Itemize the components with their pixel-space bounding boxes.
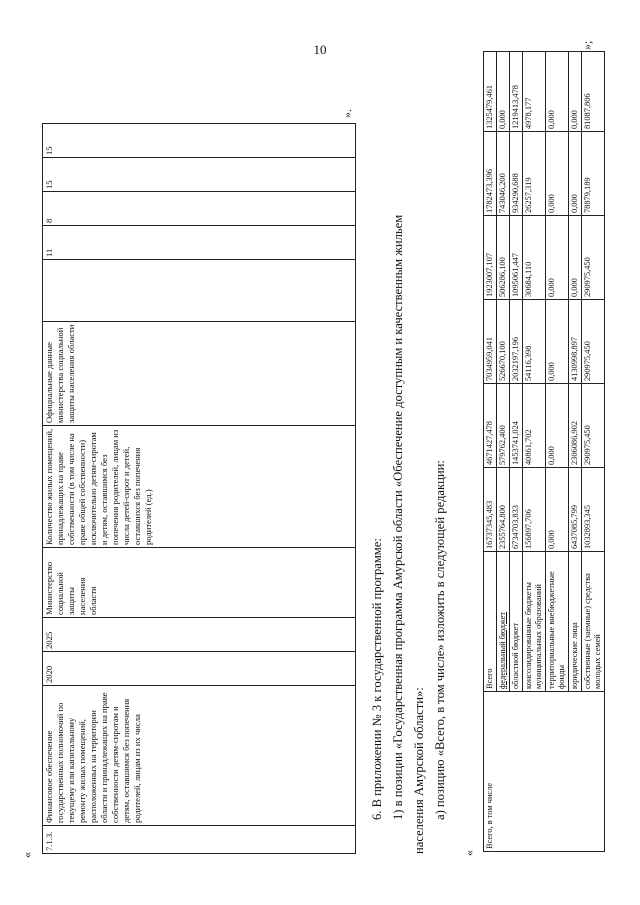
row-label: федеральный бюджет — [497, 552, 510, 692]
value-cell: 6734703,833 — [510, 468, 523, 552]
funding-table — [483, 51, 605, 852]
value-cell: 743046,200 — [497, 132, 510, 216]
value-cell: 0,000 — [546, 52, 569, 132]
row-number: 7.1.3. — [43, 826, 356, 854]
quote-open-1: « — [20, 852, 34, 858]
value-cell: 0,000 — [569, 52, 582, 132]
quote-open-2: « — [462, 850, 476, 856]
value-cell: 156897,706 — [523, 468, 546, 552]
program-measure-table — [42, 123, 356, 854]
measure-row — [43, 124, 356, 854]
value-cell: 0,000 — [546, 384, 569, 468]
value-cell: 4978,177 — [523, 52, 546, 132]
value-cell: 54116,398 — [523, 300, 546, 384]
value-cell: 11 — [43, 226, 356, 260]
row-label: Всего — [484, 552, 497, 692]
paragraph-6: 6. В приложении № 3 к государственной программе: — [370, 538, 384, 820]
value-cell: 40861,702 — [523, 384, 546, 468]
row-label: юридические лица — [569, 552, 582, 692]
value-cell: 579762,400 — [497, 384, 510, 468]
value-cell: 0,000 — [497, 52, 510, 132]
value-cell: 15 — [43, 124, 356, 158]
value-cell: 0,000 — [569, 132, 582, 216]
value-cell: 81087,806 — [582, 52, 605, 132]
value-cell: 4671427,478 — [484, 384, 497, 468]
value-cell: 290975,450 — [582, 300, 605, 384]
quote-close-1: ». — [340, 109, 354, 118]
value-cell: 290975,450 — [582, 384, 605, 468]
indicator: Количество жилых помещений, принадлежащих на праве собственности (в том числе на праве общей собственности) исключительно детям-сиротам и детям, оставшимся без попечения родителей, лицам из числа детей-сирот и детей, оставшихся без попечения родителей (ед.) — [43, 426, 356, 548]
group-label: Всего, в том числе — [484, 692, 605, 852]
value-cell: 934290,688 — [510, 132, 523, 216]
rotated-page-content — [18, 30, 608, 860]
row-label: консолидированные бюджеты муниципальных образований — [523, 552, 546, 692]
value-cell: 16737345,483 — [484, 468, 497, 552]
paragraph-a: а) позицию «Всего, в том числе» изложить в следующей редакции: — [433, 460, 447, 820]
row-label: областной бюджет — [510, 552, 523, 692]
value-cell: 2306086,902 — [569, 384, 582, 468]
value-cell: 2355764,800 — [497, 468, 510, 552]
value-cell: 1453741,024 — [510, 384, 523, 468]
measure-description: Финансовое обеспечение государственных полномочий по текущему или капитальному ремонту жилых помещений, расположенных на территории области и принадлежащих на праве собственности детям-сиротам и детям, оставшимся без попечения родителей, лицам из их числа — [43, 686, 356, 826]
row-label: собственные (заемные) средства молодых семей — [582, 552, 605, 692]
value-cell: 290975,450 — [582, 216, 605, 300]
year-end: 2025 — [43, 618, 356, 652]
value-cell: 0,000 — [546, 468, 569, 552]
value-cell: 7034959,041 — [484, 300, 497, 384]
value-cell: 26257,319 — [523, 132, 546, 216]
paragraph-1-line2: населения Амурской области»: — [412, 687, 426, 854]
value-cell: 6437085,799 — [569, 468, 582, 552]
value-cell: 1782473,396 — [484, 132, 497, 216]
value-cell: 0,000 — [569, 216, 582, 300]
row-label: территориальные внебюджетные фонды — [546, 552, 569, 692]
value-cell: 2032197,196 — [510, 300, 523, 384]
value-cell: 8 — [43, 192, 356, 226]
value-cell: 78879,189 — [582, 132, 605, 216]
value-cell: 1923007,107 — [484, 216, 497, 300]
value-cell: 4130998,897 — [569, 300, 582, 384]
page-number: 10 — [313, 42, 327, 57]
data-source: Официальные данные министерства социальной защиты населения области — [43, 322, 356, 426]
paragraph-1-line1: 1) в позиции «Государственная программа Амурской области «Обеспечение доступным и качественным жильем — [391, 214, 405, 820]
year-start: 2020 — [43, 652, 356, 686]
value-cell: 526670,100 — [497, 300, 510, 384]
value-cell: 0,000 — [546, 216, 569, 300]
value-cell: 1095061,447 — [510, 216, 523, 300]
value-cell: 30684,110 — [523, 216, 546, 300]
value-cell: 15 — [43, 158, 356, 192]
funding-row — [484, 52, 497, 852]
value-cell: 1032893,345 — [582, 468, 605, 552]
empty-cell — [43, 260, 356, 322]
value-cell: 506286,100 — [497, 216, 510, 300]
value-cell: 1325479,461 — [484, 52, 497, 132]
executor: Министерство социальной защиты населения области — [43, 548, 356, 618]
value-cell: 0,000 — [546, 300, 569, 384]
value-cell: 0,000 — [546, 132, 569, 216]
quote-close-2: »; — [580, 40, 594, 50]
value-cell: 1219413,478 — [510, 52, 523, 132]
